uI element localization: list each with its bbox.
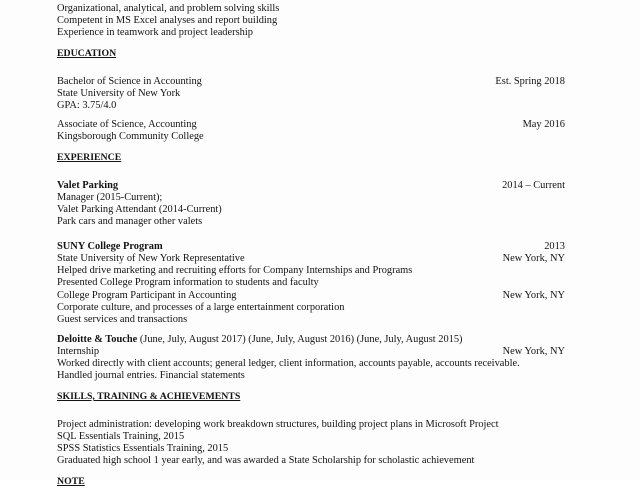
job-location: New York, NY <box>502 346 565 357</box>
job-detail: Helped drive marketing and recruiting efforts for Company Internships and Programs <box>57 265 413 276</box>
skill-summary-line: Organizational, analytical, and problem solving skills <box>57 3 280 14</box>
degree-date: May 2016 <box>522 119 565 130</box>
degree-date: Est. Spring 2018 <box>495 76 565 87</box>
skill-line: Graduated high school 1 year early, and was awarded a State Scholarship for scholastic achievement <box>57 455 475 466</box>
skill-summary-line: Competent in MS Excel analyses and report building <box>57 15 278 26</box>
skills-heading: SKILLS, TRAINING & ACHIEVEMENTS <box>57 391 241 402</box>
skill-line: Project administration: developing work breakdown structures, building project plans in Microsoft Project <box>57 419 499 430</box>
degree-title: Associate of Science, Accounting <box>57 119 197 130</box>
job-role: State University of New York Representative <box>57 253 245 264</box>
job-detail: Guest services and transactions <box>57 314 188 325</box>
job-detail: Corporate culture, and processes of a large entertainment corporation <box>57 302 345 313</box>
job-date: 2013 <box>544 241 565 252</box>
job-detail: Manager (2015-Current); <box>57 192 163 203</box>
job-location: New York, NY <box>502 253 565 264</box>
job-detail: Worked directly with client accounts; general ledger, client information, accounts payable, accounts receivable. <box>57 358 520 369</box>
job-detail: Handled journal entries. Financial statements <box>57 370 245 381</box>
company-name: SUNY College Program <box>57 241 163 252</box>
degree-title: Bachelor of Science in Accounting <box>57 76 202 87</box>
job-date: 2014 – Current <box>502 180 565 191</box>
job-dates: (June, July, August 2017) (June, July, August 2016) (June, July, August 2015) <box>137 334 463 345</box>
gpa: GPA: 3.75/4.0 <box>57 100 117 111</box>
job-role: College Program Participant in Accounting <box>57 290 237 301</box>
school-name: Kingsborough Community College <box>57 131 204 142</box>
skill-line: SQL Essentials Training, 2015 <box>57 431 185 442</box>
school-name: State University of New York <box>57 88 181 99</box>
job-detail: Presented College Program information to students and faculty <box>57 277 319 288</box>
skill-line: SPSS Statistics Essentials Training, 2015 <box>57 443 229 454</box>
education-heading: EDUCATION <box>57 48 117 59</box>
job-detail: Valet Parking Attendant (2014-Current) <box>57 204 222 215</box>
skill-summary-line: Experience in teamwork and project leadership <box>57 27 253 38</box>
job-role: Internship <box>57 346 100 357</box>
company-name: Deloitte & Touche <box>57 334 138 345</box>
company-name: Valet Parking <box>57 180 119 191</box>
job-detail: Park cars and manager other valets <box>57 216 203 227</box>
note-heading: NOTE <box>57 476 85 487</box>
experience-heading: EXPERIENCE <box>57 152 122 163</box>
job-location: New York, NY <box>502 290 565 301</box>
